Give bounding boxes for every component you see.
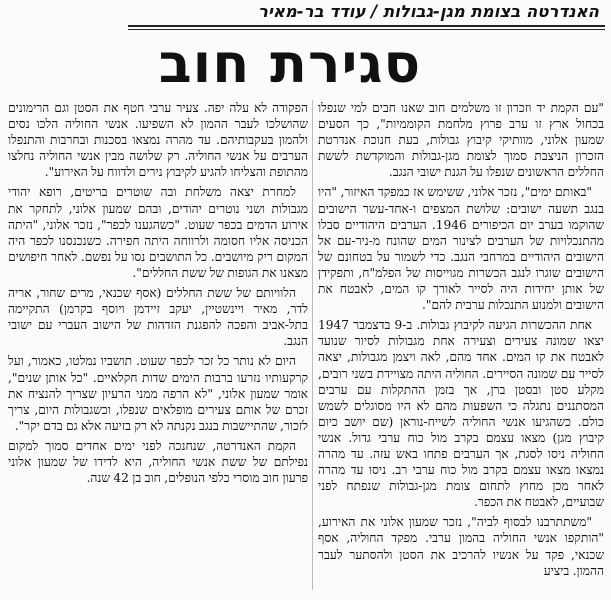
- paragraph: "באותם ימים", נזכר אלוני, ששימש אז כמפקד האיזור, "היו בנגב תשעה ישובים: שלושת המצפים ו-אחד-עשר הישובים שהוקמו בערב יום הכיפורים 1946. הערבים היהודיים סבלו מהתנכלויות של הערבים לצינור המים שהונח מ-ניר-עם אל הישובים היהודיים במרחבי הנגב. כדי לשמור על בטחונם של הישובים שוגרו לנגב הכשרות מגוייסות של הפלמ"ח, ותפקידן של אותן יחידות היה לסייר לאורך קו המים, לאבטח את הישובים ולמנוע התנכלות ערבית להם".: [318, 185, 604, 313]
- article-column-right: [318, 100, 604, 598]
- paragraph: "משתתרבנו לבסוף לביה", נזכר שמעון אלוני את האירוע, "הותקפו אנשי החוליה בהמון ערבי. מפקד החוליה, אסף שכנאי, פקד על אנשיו להרכיב את הסטן ולהסתער לעבר ההמון. ביציע: [318, 515, 604, 578]
- paragraph: אחת ההכשרות הגיעה לקיבוץ גבולות. ב-9 בדצמבר 1947 יצאו שמונה צעירים וצעירה אחת מגבולות לסיור שנועד לאבטח את קו המים. אחד מהם, לאה ויצמן מגבולות, יצאה לסייר עם שמונה הסיירים. החוליה היתה מצויידת בשני רובים, מקלע סטן ובסטן ברן, אך בזמן ההתקלות עם ערבים המסתננים נתגלה כי השפעות מהם לא היו מסוגלים לשמש כולם. כשהגיעו אנשי החוליה לשייח-נוראן (שם יושב כיום קיבוץ מגן) מצאו עצמם בקרב מול כוח ערבי גדול. אנשי החוליה ניסו לסגת, אך הערבים פתחו באש עזה. עד מהרה נמצאו מצאו עצמם בקרב מול כוח ערבי רב. ניסו עד מהרה לאחר מכן מחוץ לתחום צומת מגן-גבולות שנפתח לפני שבועיים, לאבטח את הכפר.: [318, 318, 604, 510]
- article-kicker: האנדרטה בצומת מגן-גבולות / עודד בר-מאיר: [258, 2, 599, 21]
- paragraph: הקמת האנדרטה, שנחנכה לפני ימים אחדים סמוך למקום נפילתם של ששת אנשי החוליה, היא לדידו של שמעון אלוני פרעון חוב מוסרי כלפי הנופלים, חוב בן 42 שנה.: [8, 438, 308, 486]
- paragraph: הפקודה לא עלה יפה. צעיר ערבי חטף את הסטן וגם הרימונים שהושלכו לעבר ההמון לא השפיעו. אנשי החוליה הלכו נסים ולהמון בעקבותיהם. עד מהרה נמצאו בסכנות ובחרבות והתנפלו הערבים על אנשי החוליה. רק שלושה מבין אנשי החוליה נחלצו מהתופת והצליחו להגיע לקיבוץ נירים ולדווח על האירוע".: [8, 101, 308, 180]
- header-rule: [128, 25, 605, 27]
- article-headline: סגירת חוב: [158, 32, 422, 95]
- paragraph: למחרת יצאה משלחת ובה שוטרים בריטים, רופא יהודי מגבולות ושני נוטרים יהודים, ובהם שמעון אלוני, לתחקר את אירוע הדמים בכפר שעוט. "כשהגענו לכפר", נזכר אלוני, "היתה הכניסה אליו חסומה ולרווחה היתה חפירה. כשנכנסנו לכפר היה המקום ריק מיושבים. כל התושבים נסו על נפשם. לאחר חיפושים מצאנו את הגופות של ששת החללים".: [8, 185, 308, 280]
- paragraph: הלוויותם של ששת החללים (אסף שכנאי, מרים שחור, אריה לדר, מאיר ויינשטיין, יעקב זיידמן ויוסף בקרמן) התקיימה בתל-אביב והפכה להפגנת הזדהות של הישוב העברי עם ישובי הנגב.: [8, 286, 308, 349]
- header-rule-thin: [128, 29, 605, 30]
- article-column-left: [8, 100, 308, 598]
- paragraph: "עם הקמת יד וזכרון זו משלמים חוב שאנו חבים למי שנפלו בכחול ארץ זו ערב פרוץ מלחמת הקוממיות", כך הסעים שמעון אלוני, מוותיקי קיבוץ גבולות, בעת חנוכת אנדרטת הזכרון הניצבת סמוך לצומת מגן-גבולות והמוקדשת לששת החללים הראשונים שנפלו על הגנת ישובי הנגב.: [318, 101, 604, 180]
- paragraph: היום לא נותר כל זכר לכפר שעוט. תושביו נמלטו, כאמור, ועל קרקעותיו נזרעו ברבות הימים שדות חקלאיים. "כל אותן שנים", אומר שמעון אלוני, "לא הרפה ממני הרעיון שצריך להנציח את זכרם של אותם צעירים מופלאים שנפלו, וכשגבולות היום, צריך לזכור, שהתיישבות בנגב נקנתה לא רק בזיעה אלא גם בדם יקר".: [8, 354, 308, 433]
- column-divider: [312, 100, 313, 590]
